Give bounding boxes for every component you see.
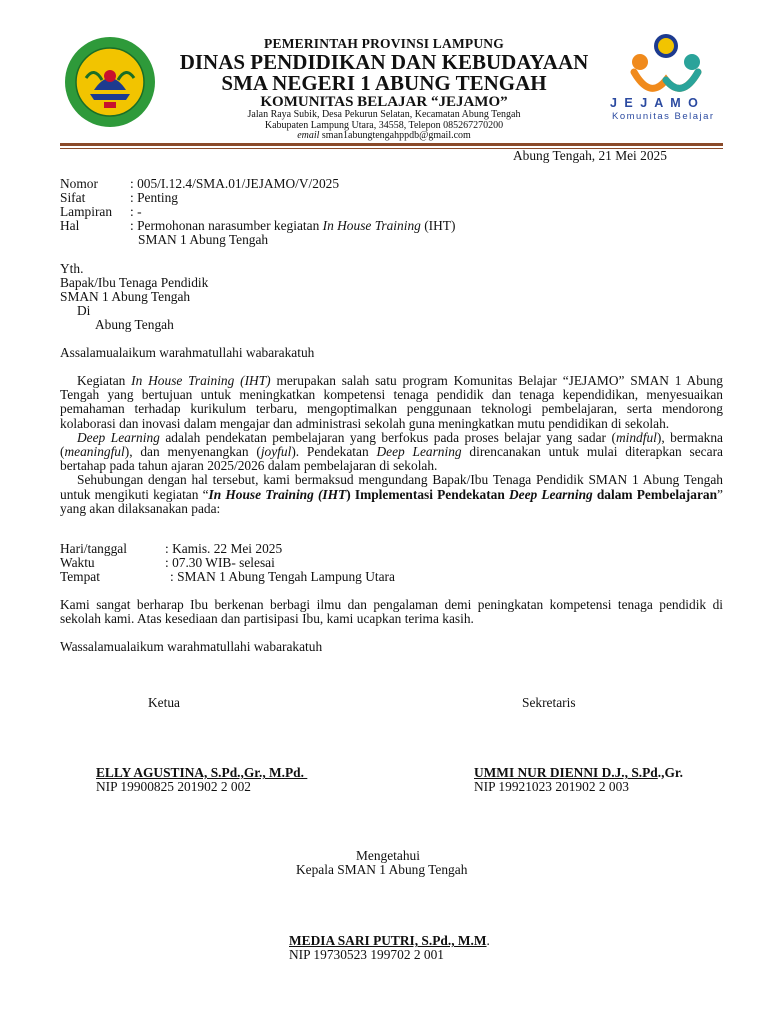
recipient-line1: Bapak/Ibu Tenaga Pendidik [60, 275, 209, 290]
letter-body [60, 374, 723, 516]
schedule-time-label: Waktu [60, 555, 95, 570]
header-community: KOMUNITAS BELAJAR “JEJAMO” [260, 94, 508, 110]
letter-date: Abung Tengah, 21 Mei 2025 [513, 148, 667, 163]
letterhead [0, 0, 768, 150]
signature-right-name-line: UMMI NUR DIENNI D.J., S.Pd.,Gr. [474, 765, 683, 780]
schedule-day-value: : Kamis. 22 Mei 2025 [165, 541, 283, 556]
jejamo-logo-icon [630, 30, 722, 96]
header-government: PEMERINTAH PROVINSI LAMPUNG [264, 36, 504, 51]
email-address[interactable]: sman1abungtengahppdb@gmail.com [321, 129, 471, 141]
head-role: Kepala SMAN 1 Abung Tengah [296, 862, 468, 877]
recipient-line2: SMAN 1 Abung Tengah [60, 289, 191, 304]
lampiran-value: : - [130, 204, 142, 219]
header-school: SMA NEGERI 1 ABUNG TENGAH [221, 71, 547, 95]
schedule-place-value: : SMAN 1 Abung Tengah Lampung Utara [170, 569, 395, 584]
nomor-label: Nomor [60, 176, 98, 191]
body-paragraph-3: Sehubungan dengan hal tersebut, kami bermaksud mengundang Bapak/Ibu Tenaga Pendidik SMAN 1 Abung Tengah untuk mengikuti kegiatan “In House Training (IHT) Implementasi Pendekatan Deep Learning dalam Pembelajaran” yang akan dilaksanakan pada: [60, 472, 723, 516]
signature-right-nip: NIP 19921023 201902 2 003 [474, 779, 629, 794]
letterhead-rule-thick [60, 143, 723, 146]
hal-value: : Permohonan narasumber kegiatan In House Training (IHT) [130, 218, 456, 233]
header-address-line2: Kabupaten Lampung Utara, 34558, Telepon 085267270200 [264, 119, 504, 131]
email-label: email [297, 129, 320, 141]
head-name: MEDIA SARI PUTRI, S.Pd., M.M [289, 933, 487, 948]
closing-paragraph: Kami sangat berharap Ibu berkenan berbagi ilmu dan pengalaman demi peningkatan kompetensi tenaga pendidik di sekolah kami. Atas kesediaan dan partisipasi Ibu, kami ucapkan terima kasih. [60, 597, 723, 627]
sifat-value: : Penting [130, 190, 178, 205]
head-nip: NIP 19730523 199702 2 001 [289, 947, 444, 962]
signature-left-role: Ketua [148, 695, 180, 710]
head-name-line: MEDIA SARI PUTRI, S.Pd., M.M. [289, 933, 490, 948]
schedule-place-label: Tempat [60, 569, 100, 584]
nomor-value: : 005/I.12.4/SMA.01/JEJAMO/V/2025 [130, 176, 340, 191]
jejamo-brand: J E J A M O [610, 96, 700, 110]
signature-right-role: Sekretaris [522, 695, 576, 710]
recipient-yth: Yth. [60, 261, 84, 276]
body-paragraph-1: Kegiatan In House Training (IHT) merupakan salah satu program Komunitas Belajar “JEJAMO” SMAN 1 Abung Tengah yang bertujuan untuk meningkatkan kompetensi tenaga pendidik dan tenaga kependidikan, menyesuaikan pemahaman terhadap kurikulum terbaru, mengoptimalkan penggunaan teknologi pembelajaran, serta mendorong kolaborasi dan inovasi dalam mengajar dan administrasi sekolah guna meningkatkan mutu pendidikan di sekolah. [60, 373, 723, 431]
signature-right-name: UMMI NUR DIENNI D.J., S.Pd [474, 765, 658, 780]
greeting: Assalamualaikum warahmatullahi wabarakatuh [60, 345, 315, 360]
header-email-line [0, 130, 768, 141]
recipient-place: Abung Tengah [95, 317, 174, 332]
hal-label: Hal [60, 218, 80, 233]
lampiran-label: Lampiran [60, 204, 113, 219]
closing-salutation: Wassalamualaikum warahmatullahi wabarakatuh [60, 639, 323, 654]
signature-left-name: ELLY AGUSTINA, S.Pd.,Gr., M.Pd. [96, 765, 308, 780]
jejamo-subtitle: Komunitas Belajar [612, 111, 715, 122]
header-agency: DINAS PENDIDIKAN DAN KEBUDAYAAN [179, 50, 589, 74]
sifat-label: Sifat [60, 190, 86, 205]
schedule-day-label: Hari/tanggal [60, 541, 127, 556]
signature-left-nip: NIP 19900825 201902 2 002 [96, 779, 251, 794]
recipient-di: Di [77, 303, 91, 318]
schedule-time-value: : 07.30 WIB- selesai [165, 555, 275, 570]
hal-value-line2: SMAN 1 Abung Tengah [138, 232, 269, 247]
body-paragraph-2: Deep Learning adalah pendekatan pembelajaran yang berfokus pada proses belajar yang sadar (mindful), bermakna (meaningful), dan menyenangkan (joyful). Pendekatan Deep Learning direncanakan untuk mulai diterapkan secara bertahap pada tahun ajaran 2025/2026 dalam pembelajaran di sekolah. [60, 429, 723, 474]
header-address-line1: Jalan Raya Subik, Desa Pekurun Selatan, Kecamatan Abung Tengah [247, 109, 521, 120]
known-label: Mengetahui [356, 848, 420, 863]
